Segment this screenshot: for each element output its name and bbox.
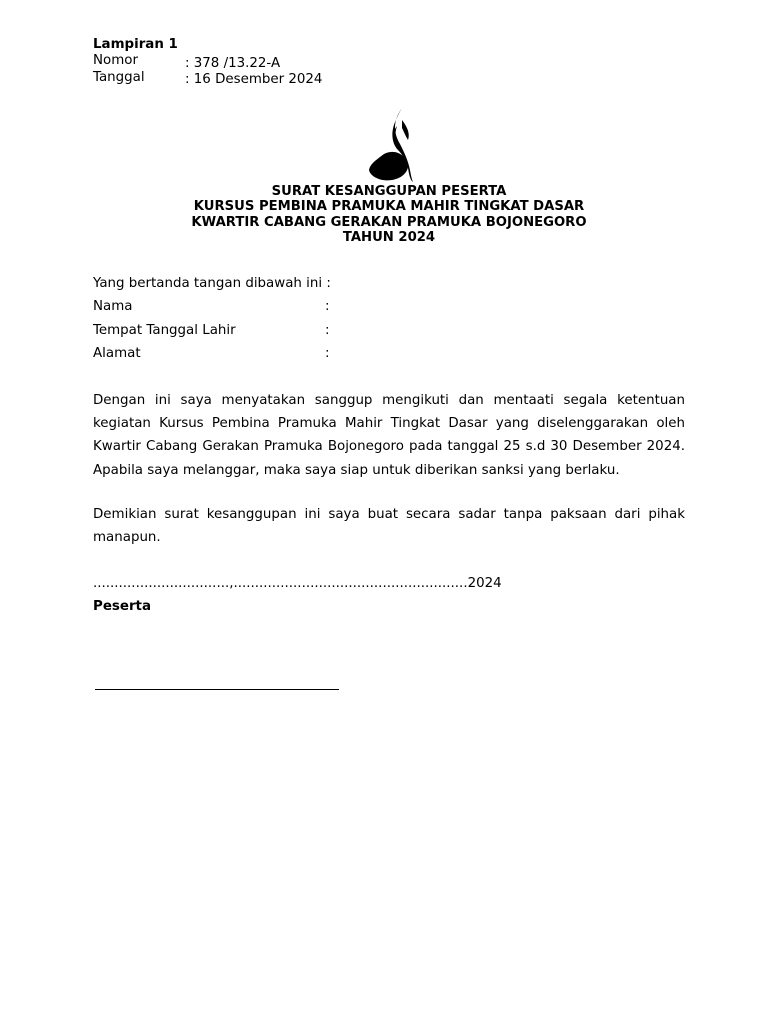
date-label: Tanggal [93, 70, 145, 85]
closing-paragraph: Demikian surat kesanggupan ini saya buat secara sadar tanpa paksaan dari pihak manapun. [93, 507, 685, 546]
title-line-3: KWARTIR CABANG GERAKAN PRAMUKA BOJONEGORO [191, 214, 587, 230]
title-line-2: KURSUS PEMBINA PRAMUKA MAHIR TINGKAT DASAR [193, 199, 585, 215]
name-field-colon: : [325, 299, 330, 314]
number-label: Nomor [93, 53, 138, 68]
tunas-kelapa-emblem-icon [362, 104, 418, 188]
form-intro: Yang bertanda tangan dibawah ini : [93, 276, 331, 291]
attachment-label: Lampiran 1 [93, 37, 178, 52]
title-line-4: TAHUN 2024 [342, 230, 436, 246]
statement-paragraph: Dengan ini saya menyatakan sanggup mengikuti dan mentaati segala ketentuan kegiatan Kursus Pembina Pramuka Mahir Tingkat Dasar yang diselenggarakan oleh Kwartir Cabang Gerakan Pramuka Bojonegoro pada tanggal 25 s.d 30 Desember 2024. Apabila saya melanggar, maka saya siap untuk diberikan sanksi yang berlaku. [93, 393, 685, 478]
address-field-label: Alamat [93, 346, 141, 361]
signature-line [95, 689, 339, 690]
date-value: : 16 Desember 2024 [185, 72, 323, 87]
title-line-1: SURAT KESANGGUPAN PESERTA [271, 184, 507, 199]
birth-field-colon: : [325, 323, 330, 338]
name-field-label: Nama [93, 299, 133, 314]
address-field-colon: : [325, 346, 330, 361]
signer-role: Peserta [93, 599, 151, 614]
number-value: : 378 /13.22-A [185, 56, 281, 71]
birth-field-label: Tempat Tanggal Lahir [93, 323, 236, 338]
place-date-line: ................................,.......................................................2024 [93, 576, 502, 591]
document-title [93, 184, 685, 246]
